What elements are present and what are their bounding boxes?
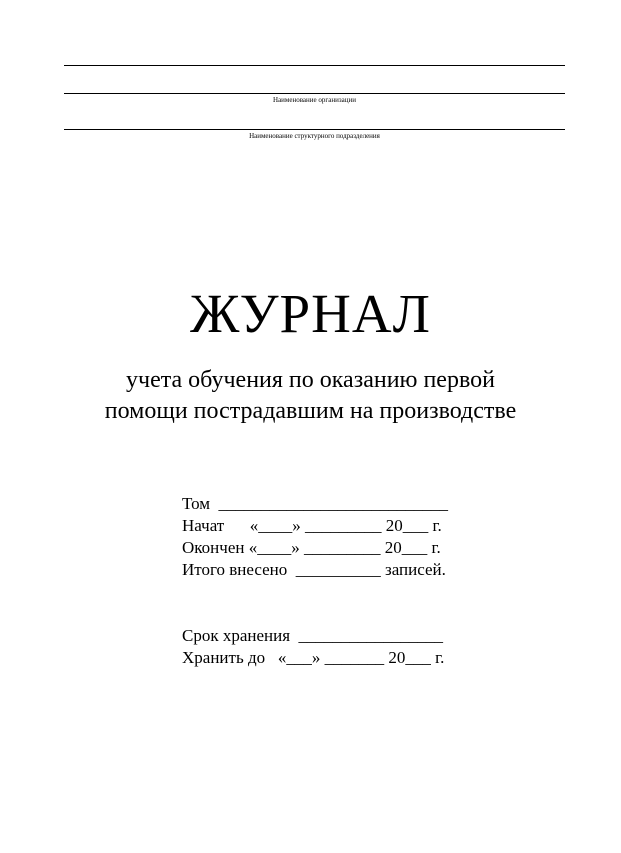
finished-date-field: Окончен «____» _________ 20___ г. (182, 538, 441, 557)
organization-caption: Наименование организации (273, 96, 356, 104)
journal-title: ЖУРНАЛ (190, 283, 431, 344)
department-line (64, 129, 565, 130)
organization-line (64, 93, 565, 94)
keep-until-field: Хранить до «___» _______ 20___ г. (182, 648, 445, 667)
volume-field: Том ___________________________ (182, 494, 449, 513)
started-date-field: Начат «____» _________ 20___ г. (182, 516, 442, 535)
department-caption: Наименование структурного подразделения (249, 132, 380, 140)
journal-subtitle-line-1: учета обучения по оказанию первой (126, 367, 495, 393)
total-records-field: Итого внесено __________ записей. (182, 560, 446, 579)
journal-subtitle-line-2: помощи пострадавшим на производстве (104, 398, 517, 424)
organization-line-top (64, 65, 565, 66)
storage-period-field: Срок хранения _________________ (182, 626, 444, 645)
